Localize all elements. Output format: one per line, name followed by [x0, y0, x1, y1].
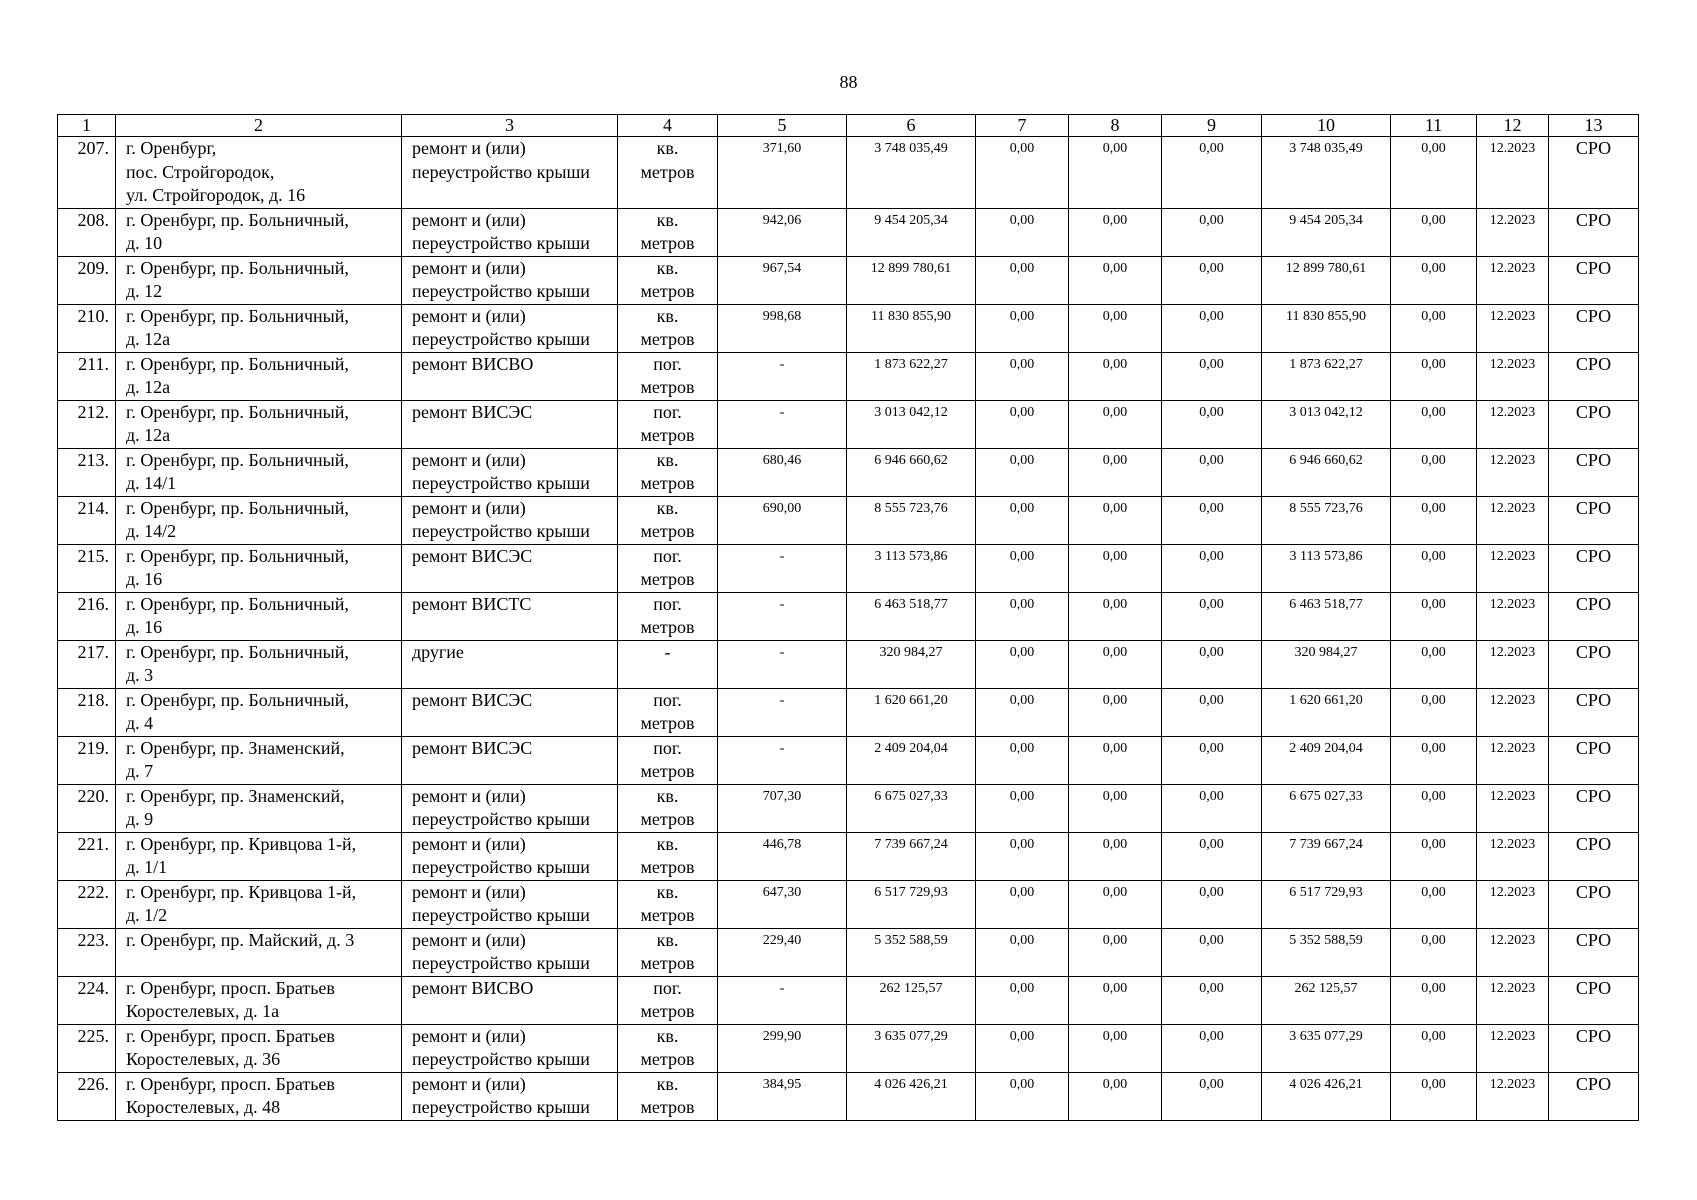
- cost-cell: 320 984,27: [1262, 640, 1391, 688]
- row-number: 224.: [58, 976, 116, 1024]
- address-cell: г. Оренбург, просп. Братьев Коростелевых, д. 36: [116, 1024, 402, 1072]
- volume-cell: 229,40: [718, 928, 847, 976]
- executor-cell: СРО: [1549, 544, 1639, 592]
- column-header: 5: [718, 115, 847, 137]
- executor-cell: СРО: [1549, 400, 1639, 448]
- cost-cell: 0,00: [1069, 496, 1162, 544]
- table-row: [58, 1024, 1639, 1072]
- cost-cell: 0,00: [1391, 400, 1477, 448]
- deadline-cell: 12.2023: [1477, 640, 1549, 688]
- executor-cell: СРО: [1549, 880, 1639, 928]
- cost-cell: 0,00: [976, 544, 1069, 592]
- unit-cell: кв. метров: [618, 832, 718, 880]
- cost-cell: 0,00: [1391, 928, 1477, 976]
- address-cell: г. Оренбург, пр. Больничный, д. 16: [116, 544, 402, 592]
- table-row: [58, 784, 1639, 832]
- unit-cell: кв. метров: [618, 1072, 718, 1120]
- cost-cell: 0,00: [1069, 208, 1162, 256]
- cost-cell: 0,00: [976, 640, 1069, 688]
- total-cost-cell: 3 748 035,49: [847, 137, 976, 209]
- cost-cell: 0,00: [976, 688, 1069, 736]
- unit-cell: пог. метров: [618, 736, 718, 784]
- executor-cell: СРО: [1549, 496, 1639, 544]
- deadline-cell: 12.2023: [1477, 736, 1549, 784]
- column-header: 1: [58, 115, 116, 137]
- cost-cell: 6 463 518,77: [1262, 592, 1391, 640]
- total-cost-cell: 7 739 667,24: [847, 832, 976, 880]
- unit-cell: -: [618, 640, 718, 688]
- executor-cell: СРО: [1549, 137, 1639, 209]
- cost-cell: 0,00: [1162, 928, 1262, 976]
- table-row: [58, 832, 1639, 880]
- work-type-cell: ремонт и (или) переустройство крыши: [402, 496, 618, 544]
- unit-cell: кв. метров: [618, 1024, 718, 1072]
- executor-cell: СРО: [1549, 928, 1639, 976]
- volume-cell: 371,60: [718, 137, 847, 209]
- table-row: [58, 352, 1639, 400]
- work-type-cell: ремонт и (или) переустройство крыши: [402, 832, 618, 880]
- volume-cell: -: [718, 352, 847, 400]
- deadline-cell: 12.2023: [1477, 1072, 1549, 1120]
- cost-cell: 1 873 622,27: [1262, 352, 1391, 400]
- cost-cell: 0,00: [976, 137, 1069, 209]
- cost-cell: 262 125,57: [1262, 976, 1391, 1024]
- executor-cell: СРО: [1549, 304, 1639, 352]
- address-cell: г. Оренбург, пос. Стройгородок, ул. Стройгородок, д. 16: [116, 137, 402, 209]
- total-cost-cell: 262 125,57: [847, 976, 976, 1024]
- cost-cell: 1 620 661,20: [1262, 688, 1391, 736]
- cost-cell: 0,00: [1069, 448, 1162, 496]
- unit-cell: кв. метров: [618, 496, 718, 544]
- cost-cell: 6 675 027,33: [1262, 784, 1391, 832]
- table-row: [58, 592, 1639, 640]
- cost-cell: 0,00: [1162, 208, 1262, 256]
- cost-cell: 0,00: [1391, 592, 1477, 640]
- cost-cell: 0,00: [976, 1024, 1069, 1072]
- row-number: 221.: [58, 832, 116, 880]
- cost-cell: 0,00: [1069, 784, 1162, 832]
- cost-cell: 0,00: [1162, 688, 1262, 736]
- cost-cell: 0,00: [1069, 1072, 1162, 1120]
- row-number: 214.: [58, 496, 116, 544]
- address-cell: г. Оренбург, пр. Больничный, д. 3: [116, 640, 402, 688]
- row-number: 219.: [58, 736, 116, 784]
- cost-cell: 0,00: [1391, 640, 1477, 688]
- column-header: 2: [116, 115, 402, 137]
- cost-cell: 0,00: [1162, 736, 1262, 784]
- column-header: 12: [1477, 115, 1549, 137]
- volume-cell: 680,46: [718, 448, 847, 496]
- cost-cell: 0,00: [1162, 256, 1262, 304]
- cost-cell: 3 748 035,49: [1262, 137, 1391, 209]
- total-cost-cell: 12 899 780,61: [847, 256, 976, 304]
- cost-cell: 0,00: [976, 256, 1069, 304]
- cost-cell: 0,00: [1162, 352, 1262, 400]
- total-cost-cell: 6 675 027,33: [847, 784, 976, 832]
- volume-cell: -: [718, 736, 847, 784]
- cost-cell: 8 555 723,76: [1262, 496, 1391, 544]
- total-cost-cell: 2 409 204,04: [847, 736, 976, 784]
- cost-cell: 3 635 077,29: [1262, 1024, 1391, 1072]
- row-number: 215.: [58, 544, 116, 592]
- total-cost-cell: 3 013 042,12: [847, 400, 976, 448]
- work-type-cell: ремонт ВИСВО: [402, 352, 618, 400]
- row-number: 208.: [58, 208, 116, 256]
- cost-cell: 0,00: [1162, 976, 1262, 1024]
- deadline-cell: 12.2023: [1477, 137, 1549, 209]
- cost-cell: 0,00: [1391, 448, 1477, 496]
- cost-cell: 0,00: [1069, 976, 1162, 1024]
- total-cost-cell: 320 984,27: [847, 640, 976, 688]
- work-type-cell: ремонт ВИСЭС: [402, 688, 618, 736]
- cost-cell: 0,00: [1391, 304, 1477, 352]
- executor-cell: СРО: [1549, 784, 1639, 832]
- work-type-cell: ремонт ВИСЭС: [402, 736, 618, 784]
- work-type-cell: ремонт ВИСВО: [402, 976, 618, 1024]
- work-type-cell: ремонт ВИСТС: [402, 592, 618, 640]
- deadline-cell: 12.2023: [1477, 496, 1549, 544]
- total-cost-cell: 11 830 855,90: [847, 304, 976, 352]
- address-cell: г. Оренбург, пр. Больничный, д. 14/2: [116, 496, 402, 544]
- repair-schedule-table: [57, 114, 1639, 1121]
- unit-cell: пог. метров: [618, 400, 718, 448]
- volume-cell: -: [718, 400, 847, 448]
- cost-cell: 6 946 660,62: [1262, 448, 1391, 496]
- deadline-cell: 12.2023: [1477, 1024, 1549, 1072]
- address-cell: г. Оренбург, пр. Больничный, д. 14/1: [116, 448, 402, 496]
- cost-cell: 0,00: [1162, 832, 1262, 880]
- unit-cell: кв. метров: [618, 784, 718, 832]
- cost-cell: 0,00: [976, 208, 1069, 256]
- row-number: 210.: [58, 304, 116, 352]
- total-cost-cell: 6 463 518,77: [847, 592, 976, 640]
- column-header: 13: [1549, 115, 1639, 137]
- table-row: [58, 736, 1639, 784]
- cost-cell: 0,00: [1391, 137, 1477, 209]
- cost-cell: 3 013 042,12: [1262, 400, 1391, 448]
- table-row: [58, 544, 1639, 592]
- total-cost-cell: 1 620 661,20: [847, 688, 976, 736]
- cost-cell: 0,00: [1391, 736, 1477, 784]
- unit-cell: пог. метров: [618, 688, 718, 736]
- cost-cell: 0,00: [1162, 544, 1262, 592]
- cost-cell: 0,00: [1391, 1072, 1477, 1120]
- cost-cell: 0,00: [1162, 448, 1262, 496]
- volume-cell: -: [718, 592, 847, 640]
- table-row: [58, 256, 1639, 304]
- unit-cell: кв. метров: [618, 928, 718, 976]
- volume-cell: -: [718, 544, 847, 592]
- unit-cell: кв. метров: [618, 208, 718, 256]
- total-cost-cell: 5 352 588,59: [847, 928, 976, 976]
- cost-cell: 0,00: [1069, 1024, 1162, 1072]
- work-type-cell: ремонт и (или) переустройство крыши: [402, 1072, 618, 1120]
- address-cell: г. Оренбург, пр. Больничный, д. 4: [116, 688, 402, 736]
- unit-cell: пог. метров: [618, 976, 718, 1024]
- deadline-cell: 12.2023: [1477, 208, 1549, 256]
- cost-cell: 0,00: [1391, 352, 1477, 400]
- column-header: 7: [976, 115, 1069, 137]
- cost-cell: 0,00: [1069, 688, 1162, 736]
- address-cell: г. Оренбург, просп. Братьев Коростелевых, д. 1а: [116, 976, 402, 1024]
- executor-cell: СРО: [1549, 448, 1639, 496]
- row-number: 226.: [58, 1072, 116, 1120]
- unit-cell: кв. метров: [618, 880, 718, 928]
- executor-cell: СРО: [1549, 208, 1639, 256]
- row-number: 217.: [58, 640, 116, 688]
- work-type-cell: ремонт и (или) переустройство крыши: [402, 880, 618, 928]
- unit-cell: кв. метров: [618, 137, 718, 209]
- cost-cell: 0,00: [1162, 496, 1262, 544]
- volume-cell: 446,78: [718, 832, 847, 880]
- cost-cell: 12 899 780,61: [1262, 256, 1391, 304]
- address-cell: г. Оренбург, пр. Больничный, д. 10: [116, 208, 402, 256]
- cost-cell: 0,00: [1391, 496, 1477, 544]
- cost-cell: 0,00: [1069, 832, 1162, 880]
- cost-cell: 0,00: [1391, 544, 1477, 592]
- cost-cell: 0,00: [1162, 1072, 1262, 1120]
- work-type-cell: ремонт и (или) переустройство крыши: [402, 784, 618, 832]
- unit-cell: пог. метров: [618, 592, 718, 640]
- cost-cell: 0,00: [1391, 688, 1477, 736]
- cost-cell: 0,00: [1162, 1024, 1262, 1072]
- table-row: [58, 448, 1639, 496]
- cost-cell: 0,00: [1069, 256, 1162, 304]
- work-type-cell: ремонт и (или) переустройство крыши: [402, 928, 618, 976]
- row-number: 223.: [58, 928, 116, 976]
- cost-cell: 0,00: [1391, 832, 1477, 880]
- table-row: [58, 304, 1639, 352]
- cost-cell: 0,00: [1391, 256, 1477, 304]
- work-type-cell: ремонт и (или) переустройство крыши: [402, 1024, 618, 1072]
- row-number: 209.: [58, 256, 116, 304]
- cost-cell: 7 739 667,24: [1262, 832, 1391, 880]
- executor-cell: СРО: [1549, 736, 1639, 784]
- address-cell: г. Оренбург, пр. Кривцова 1-й, д. 1/2: [116, 880, 402, 928]
- cost-cell: 0,00: [1069, 137, 1162, 209]
- cost-cell: 4 026 426,21: [1262, 1072, 1391, 1120]
- executor-cell: СРО: [1549, 640, 1639, 688]
- column-header: 4: [618, 115, 718, 137]
- total-cost-cell: 1 873 622,27: [847, 352, 976, 400]
- address-cell: г. Оренбург, пр. Майский, д. 3: [116, 928, 402, 976]
- work-type-cell: ремонт ВИСЭС: [402, 544, 618, 592]
- row-number: 220.: [58, 784, 116, 832]
- column-header: 6: [847, 115, 976, 137]
- executor-cell: СРО: [1549, 352, 1639, 400]
- cost-cell: 0,00: [976, 496, 1069, 544]
- deadline-cell: 12.2023: [1477, 928, 1549, 976]
- deadline-cell: 12.2023: [1477, 976, 1549, 1024]
- total-cost-cell: 6 517 729,93: [847, 880, 976, 928]
- cost-cell: 0,00: [1391, 880, 1477, 928]
- total-cost-cell: 4 026 426,21: [847, 1072, 976, 1120]
- table-row: [58, 928, 1639, 976]
- cost-cell: 0,00: [1162, 137, 1262, 209]
- address-cell: г. Оренбург, просп. Братьев Коростелевых, д. 48: [116, 1072, 402, 1120]
- row-number: 213.: [58, 448, 116, 496]
- row-number: 218.: [58, 688, 116, 736]
- row-number: 212.: [58, 400, 116, 448]
- deadline-cell: 12.2023: [1477, 832, 1549, 880]
- deadline-cell: 12.2023: [1477, 304, 1549, 352]
- total-cost-cell: 6 946 660,62: [847, 448, 976, 496]
- row-number: 225.: [58, 1024, 116, 1072]
- table-row: [58, 880, 1639, 928]
- unit-cell: кв. метров: [618, 304, 718, 352]
- executor-cell: СРО: [1549, 1024, 1639, 1072]
- address-cell: г. Оренбург, пр. Знаменский, д. 7: [116, 736, 402, 784]
- cost-cell: 0,00: [976, 448, 1069, 496]
- address-cell: г. Оренбург, пр. Знаменский, д. 9: [116, 784, 402, 832]
- volume-cell: -: [718, 688, 847, 736]
- cost-cell: 0,00: [1391, 784, 1477, 832]
- table-row: [58, 976, 1639, 1024]
- cost-cell: 11 830 855,90: [1262, 304, 1391, 352]
- deadline-cell: 12.2023: [1477, 544, 1549, 592]
- cost-cell: 0,00: [976, 976, 1069, 1024]
- table-row: [58, 688, 1639, 736]
- volume-cell: 942,06: [718, 208, 847, 256]
- cost-cell: 0,00: [1162, 880, 1262, 928]
- cost-cell: 2 409 204,04: [1262, 736, 1391, 784]
- cost-cell: 0,00: [1069, 928, 1162, 976]
- column-header: 8: [1069, 115, 1162, 137]
- cost-cell: 0,00: [1162, 640, 1262, 688]
- column-header: 11: [1391, 115, 1477, 137]
- executor-cell: СРО: [1549, 1072, 1639, 1120]
- cost-cell: 0,00: [1069, 304, 1162, 352]
- cost-cell: 0,00: [976, 832, 1069, 880]
- volume-cell: 299,90: [718, 1024, 847, 1072]
- executor-cell: СРО: [1549, 256, 1639, 304]
- cost-cell: 0,00: [976, 592, 1069, 640]
- address-cell: г. Оренбург, пр. Больничный, д. 12а: [116, 304, 402, 352]
- column-header: 10: [1262, 115, 1391, 137]
- work-type-cell: ремонт и (или) переустройство крыши: [402, 137, 618, 209]
- work-type-cell: ремонт и (или) переустройство крыши: [402, 304, 618, 352]
- cost-cell: 3 113 573,86: [1262, 544, 1391, 592]
- unit-cell: кв. метров: [618, 448, 718, 496]
- table-body: [58, 137, 1639, 1121]
- total-cost-cell: 3 113 573,86: [847, 544, 976, 592]
- address-cell: г. Оренбург, пр. Больничный, д. 12: [116, 256, 402, 304]
- cost-cell: 0,00: [1162, 784, 1262, 832]
- cost-cell: 0,00: [976, 1072, 1069, 1120]
- work-type-cell: другие: [402, 640, 618, 688]
- cost-cell: 0,00: [1069, 880, 1162, 928]
- cost-cell: 0,00: [1069, 352, 1162, 400]
- executor-cell: СРО: [1549, 832, 1639, 880]
- volume-cell: 647,30: [718, 880, 847, 928]
- cost-cell: 0,00: [1069, 544, 1162, 592]
- row-number: 222.: [58, 880, 116, 928]
- unit-cell: пог. метров: [618, 352, 718, 400]
- volume-cell: 690,00: [718, 496, 847, 544]
- cost-cell: 0,00: [1162, 592, 1262, 640]
- work-type-cell: ремонт и (или) переустройство крыши: [402, 208, 618, 256]
- row-number: 211.: [58, 352, 116, 400]
- row-number: 216.: [58, 592, 116, 640]
- cost-cell: 0,00: [976, 736, 1069, 784]
- work-type-cell: ремонт и (или) переустройство крыши: [402, 448, 618, 496]
- cost-cell: 0,00: [1069, 736, 1162, 784]
- cost-cell: 0,00: [976, 928, 1069, 976]
- deadline-cell: 12.2023: [1477, 256, 1549, 304]
- column-header: 9: [1162, 115, 1262, 137]
- cost-cell: 0,00: [1069, 400, 1162, 448]
- deadline-cell: 12.2023: [1477, 784, 1549, 832]
- deadline-cell: 12.2023: [1477, 352, 1549, 400]
- cost-cell: 0,00: [976, 880, 1069, 928]
- table-row: [58, 208, 1639, 256]
- table-row: [58, 137, 1639, 209]
- cost-cell: 0,00: [1069, 592, 1162, 640]
- row-number: 207.: [58, 137, 116, 209]
- cost-cell: 0,00: [1069, 640, 1162, 688]
- address-cell: г. Оренбург, пр. Больничный, д. 16: [116, 592, 402, 640]
- cost-cell: 0,00: [976, 352, 1069, 400]
- work-type-cell: ремонт и (или) переустройство крыши: [402, 256, 618, 304]
- deadline-cell: 12.2023: [1477, 688, 1549, 736]
- column-header: 3: [402, 115, 618, 137]
- deadline-cell: 12.2023: [1477, 448, 1549, 496]
- cost-cell: 0,00: [1391, 208, 1477, 256]
- executor-cell: СРО: [1549, 688, 1639, 736]
- cost-cell: 0,00: [1391, 1024, 1477, 1072]
- table-row: [58, 496, 1639, 544]
- unit-cell: кв. метров: [618, 256, 718, 304]
- deadline-cell: 12.2023: [1477, 592, 1549, 640]
- total-cost-cell: 9 454 205,34: [847, 208, 976, 256]
- volume-cell: -: [718, 640, 847, 688]
- table-row: [58, 640, 1639, 688]
- address-cell: г. Оренбург, пр. Больничный, д. 12а: [116, 352, 402, 400]
- volume-cell: 967,54: [718, 256, 847, 304]
- table-row: [58, 1072, 1639, 1120]
- cost-cell: 5 352 588,59: [1262, 928, 1391, 976]
- column-number-row: [58, 115, 1639, 137]
- cost-cell: 0,00: [976, 304, 1069, 352]
- deadline-cell: 12.2023: [1477, 880, 1549, 928]
- cost-cell: 9 454 205,34: [1262, 208, 1391, 256]
- table-row: [58, 400, 1639, 448]
- cost-cell: 0,00: [1162, 304, 1262, 352]
- page-number: 88: [839, 72, 858, 92]
- total-cost-cell: 3 635 077,29: [847, 1024, 976, 1072]
- cost-cell: 0,00: [1162, 400, 1262, 448]
- total-cost-cell: 8 555 723,76: [847, 496, 976, 544]
- volume-cell: -: [718, 976, 847, 1024]
- cost-cell: 0,00: [976, 400, 1069, 448]
- address-cell: г. Оренбург, пр. Кривцова 1-й, д. 1/1: [116, 832, 402, 880]
- volume-cell: 384,95: [718, 1072, 847, 1120]
- volume-cell: 707,30: [718, 784, 847, 832]
- address-cell: г. Оренбург, пр. Больничный, д. 12а: [116, 400, 402, 448]
- work-type-cell: ремонт ВИСЭС: [402, 400, 618, 448]
- executor-cell: СРО: [1549, 592, 1639, 640]
- volume-cell: 998,68: [718, 304, 847, 352]
- executor-cell: СРО: [1549, 976, 1639, 1024]
- cost-cell: 0,00: [976, 784, 1069, 832]
- cost-cell: 0,00: [1391, 976, 1477, 1024]
- unit-cell: пог. метров: [618, 544, 718, 592]
- deadline-cell: 12.2023: [1477, 400, 1549, 448]
- cost-cell: 6 517 729,93: [1262, 880, 1391, 928]
